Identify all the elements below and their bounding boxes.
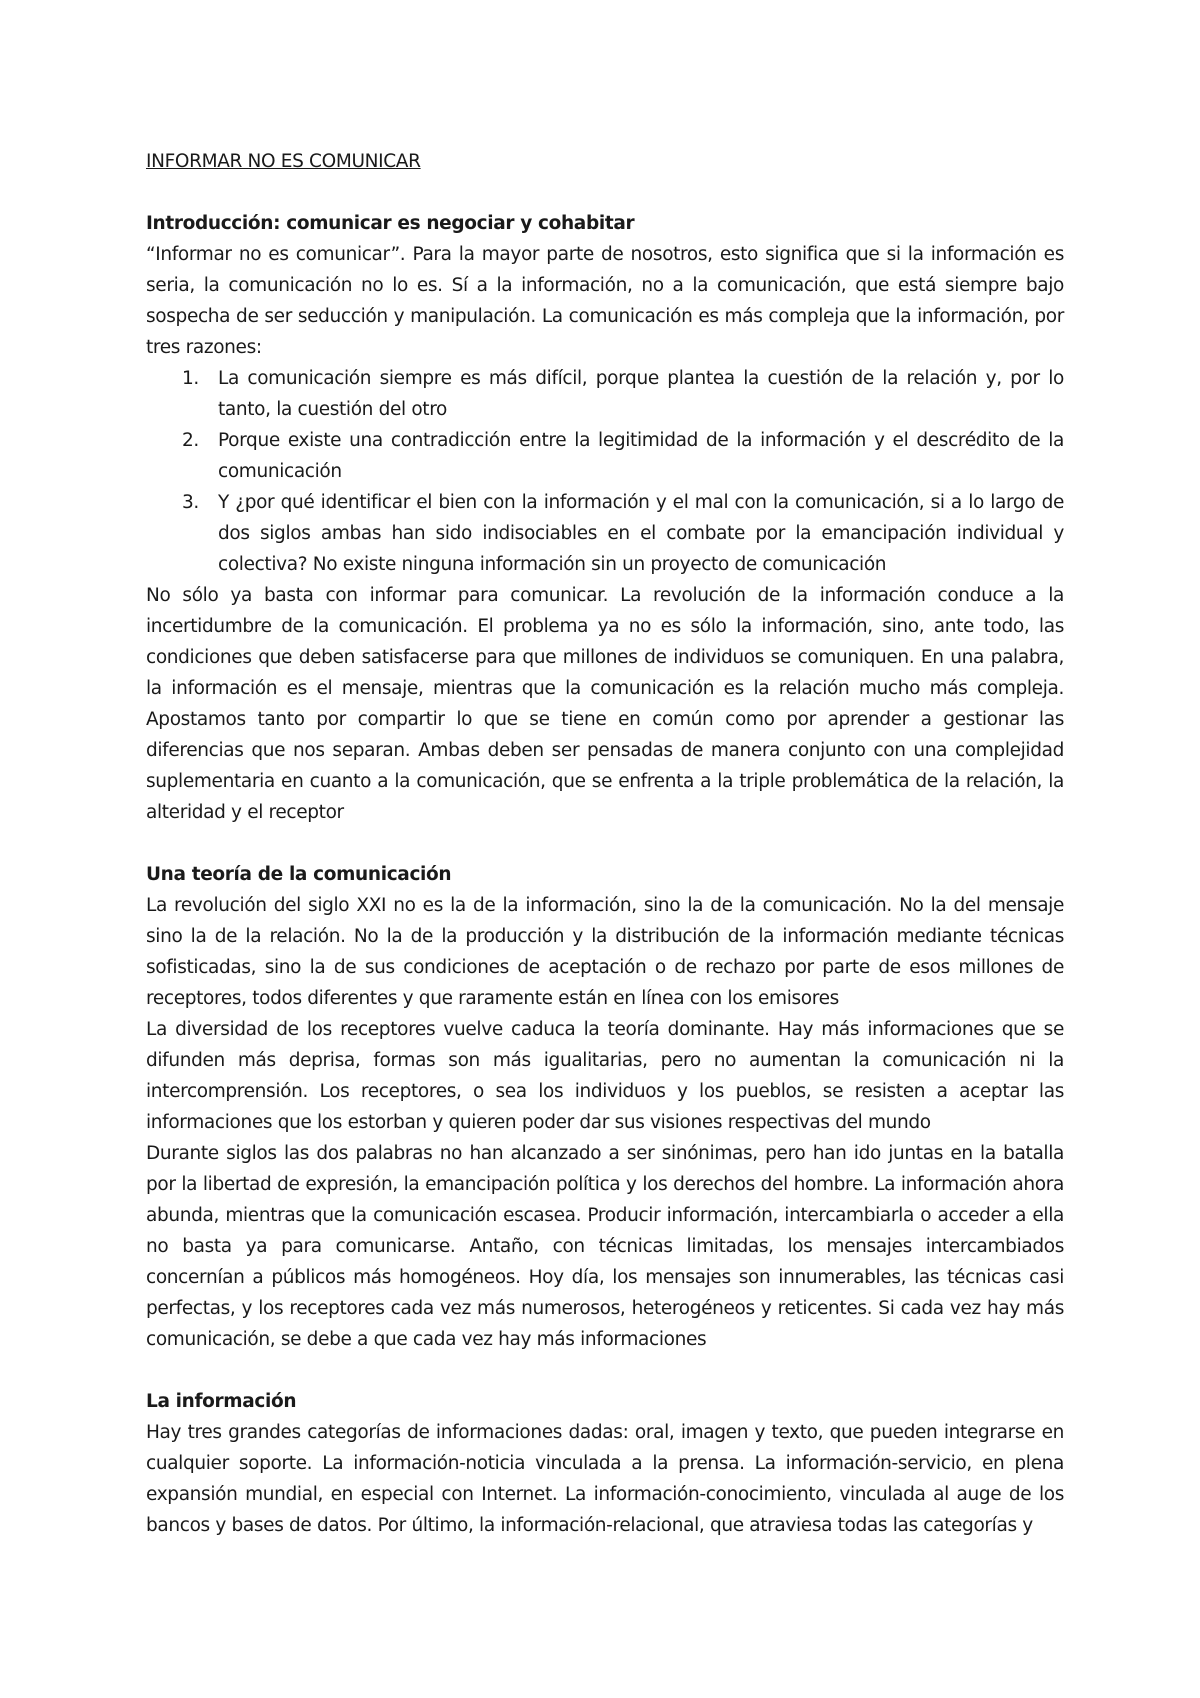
- section-spacer: [146, 828, 1064, 859]
- list-item-text: La comunicación siempre es más difícil, porque plantea la cuestión de la relación y, por lo tanto, la cuestión del otro: [218, 368, 1064, 420]
- body-paragraph: Durante siglos las dos palabras no han alcanzado a ser sinónimas, pero han ido juntas en la batalla por la libertad de expresión, la emancipación política y los derechos del hombre. La información ahora abunda, mientras que la comunicación escasea. Producir información, intercambiarla o acceder a ella no basta ya para comunicarse. Antaño, con técnicas limitadas, los mensajes intercambiados concernían a públicos más homogéneos. Hoy día, los mensajes son innumerables, las técnicas casi perfectas, y los receptores cada vez más numerosos, heterogéneos y reticentes. Si cada vez hay más comunicación, se debe a que cada vez hay más informaciones: [146, 1143, 1064, 1350]
- body-paragraph: La revolución del siglo XXI no es la de la información, sino la de la comunicación. No la del mensaje sino la de la relación. No la de la producción y la distribución de la información mediante técnicas sofisticadas, sino la de sus condiciones de aceptación o de rechazo por parte de esos millones de receptores, todos diferentes y que raramente están en línea con los emisores: [146, 895, 1064, 1009]
- section-heading-informacion: La información: [146, 1391, 297, 1412]
- closing-paragraph: No sólo ya basta con informar para comunicar. La revolución de la información conduce a la incertidumbre de la comunicación. El problema ya no es sólo la información, sino, ante todo, las condiciones que deben satisfacerse para que millones de individuos se comuniquen. En una palabra, la información es el mensaje, mientras que la comunicación es la relación mucho más compleja. Apostamos tanto por compartir lo que se tiene en común como por aprender a gestionar las diferencias que nos separan. Ambas deben ser pensadas de manera conjunto con una complejidad suplementaria en cuanto a la comunicación, que se enfrenta a la triple problemática de la relación, la alteridad y el receptor: [146, 585, 1064, 823]
- list-item: [146, 425, 1064, 487]
- list-item-text: Y ¿por qué identificar el bien con la información y el mal con la comunicación, si a lo largo de dos siglos ambas han sido indisociables en el combate por la emancipación individual y colectiva? No existe ninguna información sin un proyecto de comunicación: [218, 492, 1064, 575]
- document-page: [146, 146, 1064, 1541]
- section-heading-introduccion: Introducción: comunicar es negociar y cohabitar: [146, 213, 635, 234]
- document-title: INFORMAR NO ES COMUNICAR: [146, 151, 421, 172]
- list-number: 2.: [182, 430, 199, 451]
- body-paragraph: Hay tres grandes categorías de informaciones dadas: oral, imagen y texto, que pueden integrarse en cualquier soporte. La información-noticia vinculada a la prensa. La información-servicio, en plena expansión mundial, en especial con Internet. La información-conocimiento, vinculada al auge de los bancos y bases de datos. Por último, la información-relacional, que atraviesa todas las categorías y: [146, 1422, 1064, 1536]
- intro-paragraph: “Informar no es comunicar”. Para la mayor parte de nosotros, esto significa que si la información es seria, la comunicación no lo es. Sí a la información, no a la comunicación, que está siempre bajo sospecha de ser seducción y manipulación. La comunicación es más compleja que la información, por tres razones:: [146, 244, 1064, 358]
- list-number: 3.: [182, 492, 199, 513]
- list-number: 1.: [182, 368, 199, 389]
- section-spacer: [146, 1355, 1064, 1386]
- list-item-text: Porque existe una contradicción entre la legitimidad de la información y el descrédito de la comunicación: [218, 430, 1064, 482]
- section-heading-teoria: Una teoría de la comunicación: [146, 864, 452, 885]
- list-item: [146, 363, 1064, 425]
- list-item: [146, 487, 1064, 580]
- reasons-list: [146, 363, 1064, 580]
- body-paragraph: La diversidad de los receptores vuelve caduca la teoría dominante. Hay más informaciones que se difunden más deprisa, formas son más igualitarias, pero no aumentan la comunicación ni la intercomprensión. Los receptores, o sea los individuos y los pueblos, se resisten a aceptar las informaciones que los estorban y quieren poder dar sus visiones respectivas del mundo: [146, 1019, 1064, 1133]
